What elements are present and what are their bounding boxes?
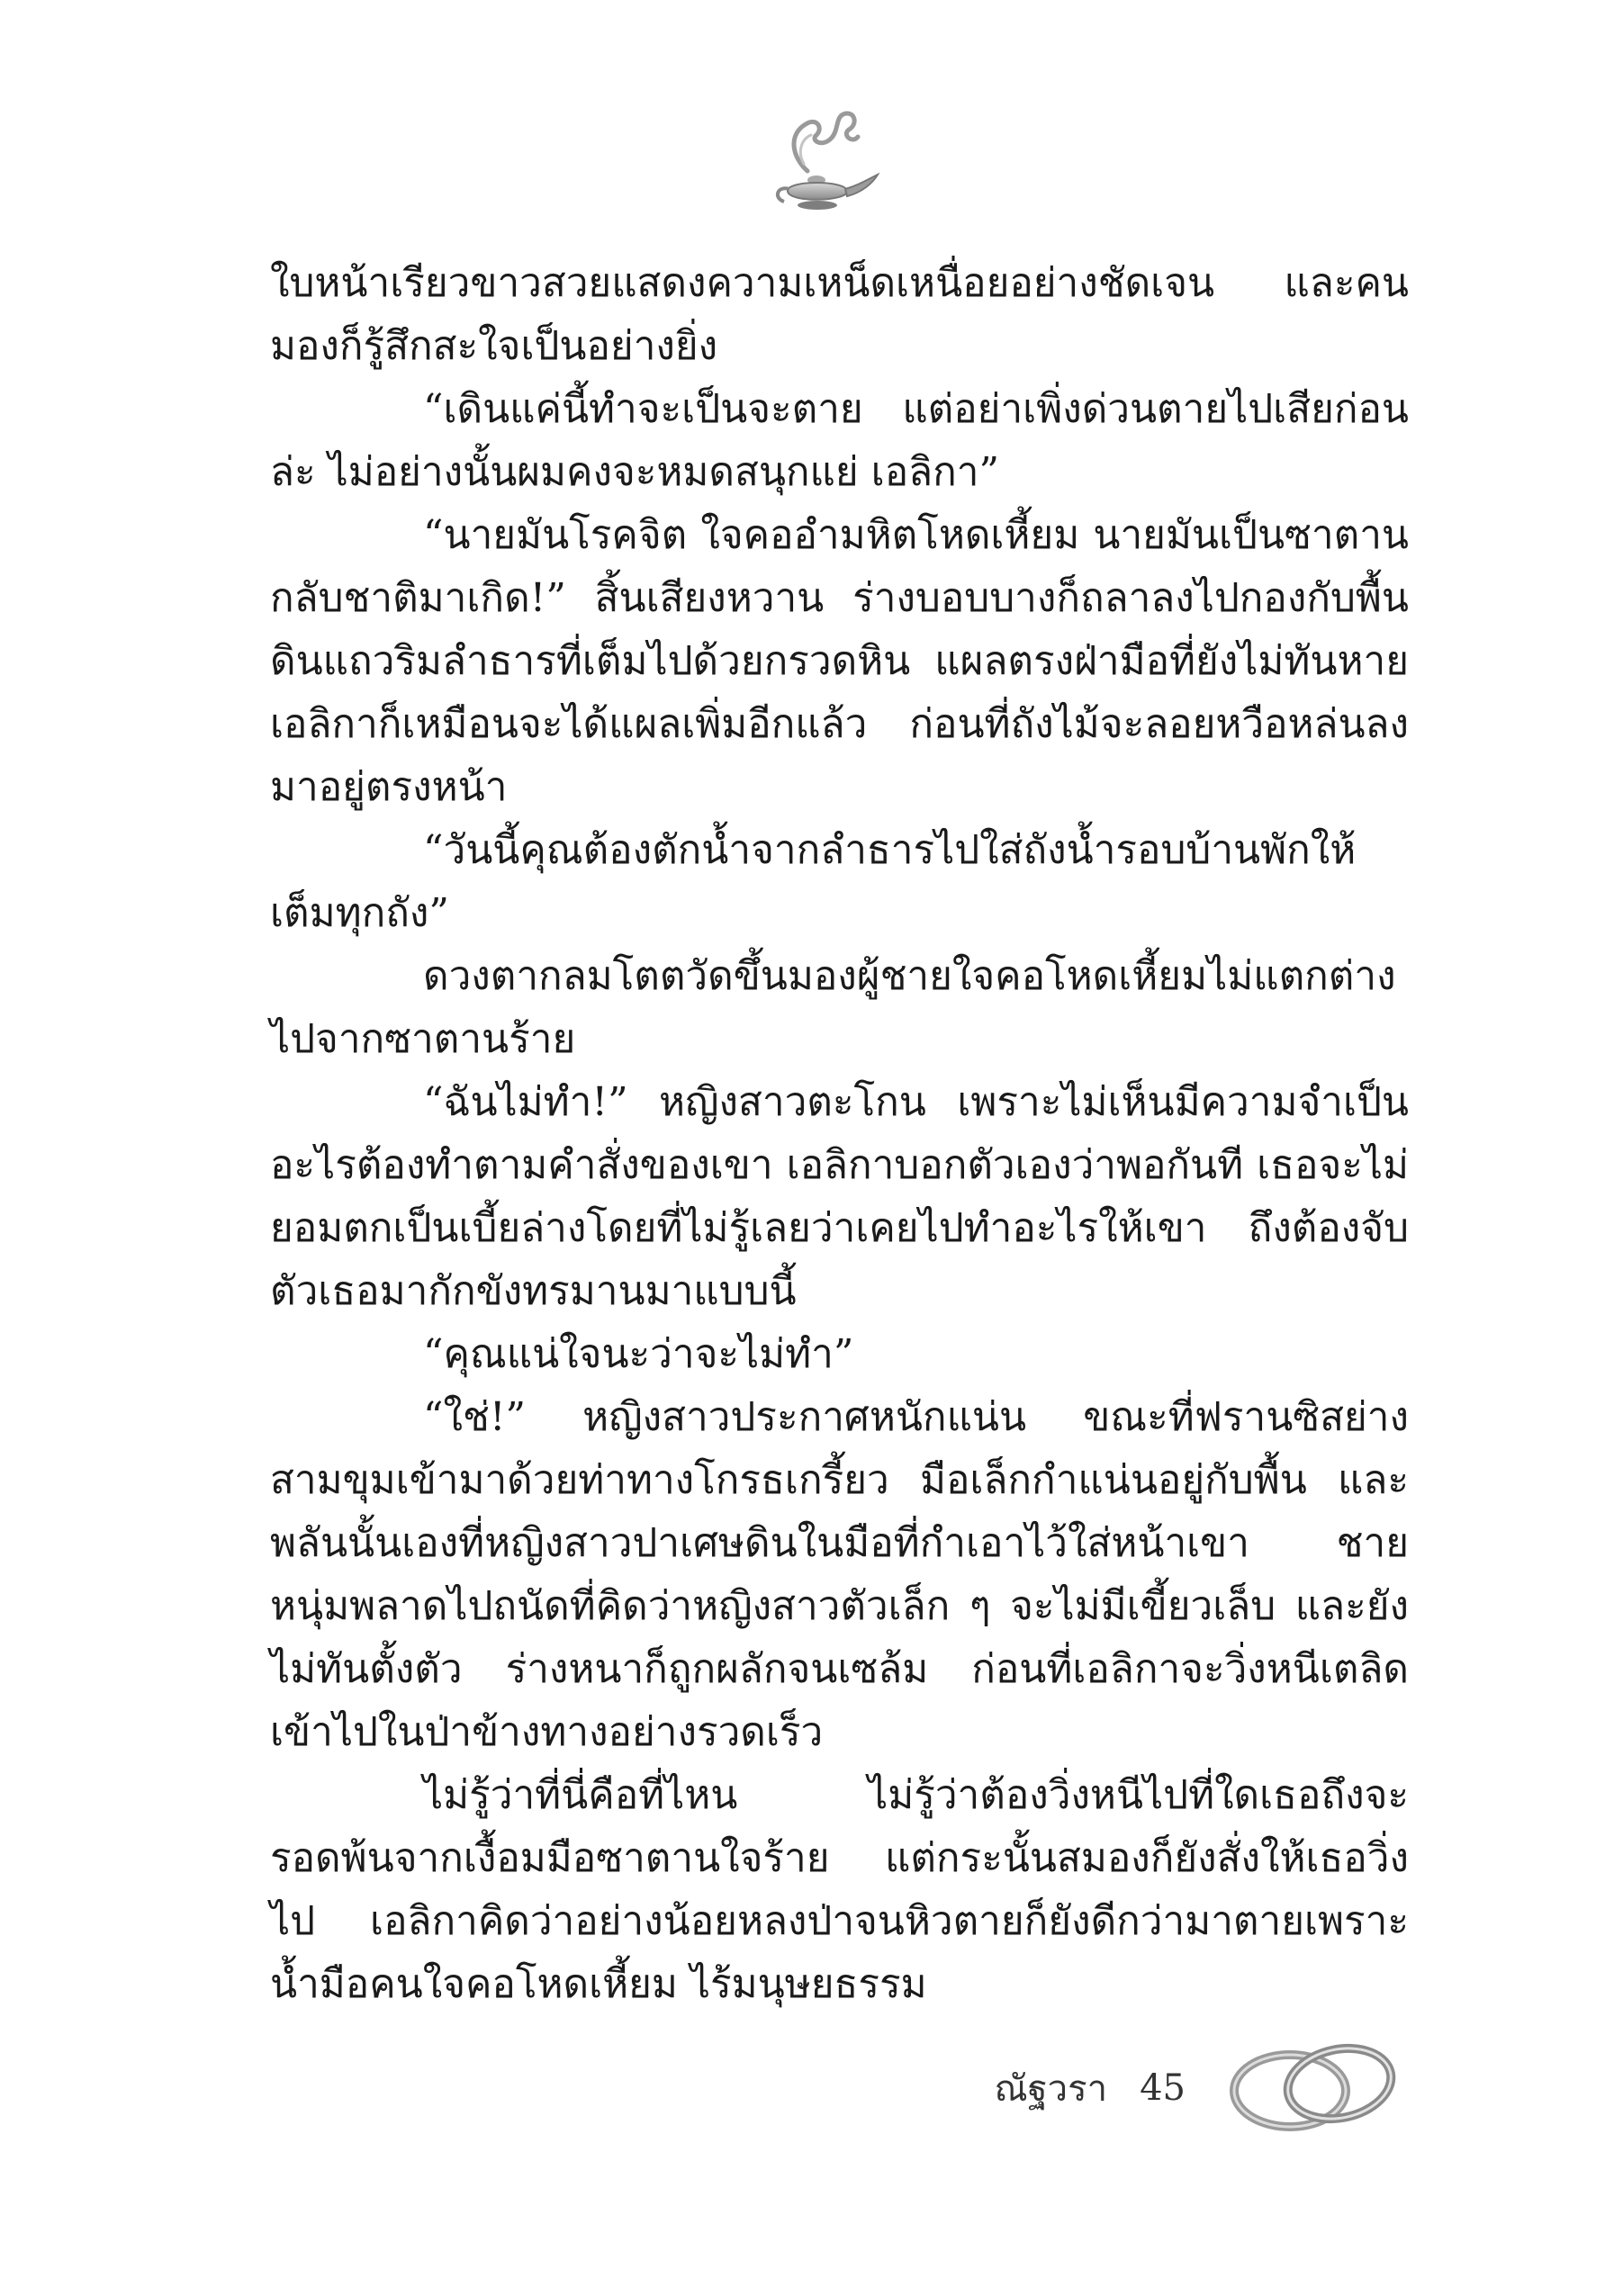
paragraph-4: “วันนี้คุณต้องตักน้ำจากลำธารไปใส่ถังน้ำรอบบ้านพักให้เต็มทุกถัง” (270, 827, 1357, 936)
page-number: 45 (1140, 2067, 1186, 2109)
paragraph-8: “ใช่!” หญิงสาวประกาศหนักแน่น ขณะที่ฟรานซิสย่างสามขุมเข้ามาด้วยท่าทางโกรธเกรี้ยว มือเล็กกำแน่นอยู่กับพื้น และพลันนั้นเองที่หญิงสาวปาเศษดินในมือที่กำเอาไว้ใส่หน้าเขา ชายหนุ่มพลาดไปถนัดที่คิดว่าหญิงสาวตัวเล็ก ๆ จะไม่มีเขี้ยวเล็บ และยังไม่ทันตั้งตัว ร่างหนาก็ถูกผลักจนเซล้ม ก่อนที่เอลิกาจะวิ่งหนีเตลิดเข้าไปในป่าข้างทางอย่างรวดเร็ว (270, 1394, 1409, 1755)
paragraph-3: “นายมันโรคจิต ใจคออำมหิตโหดเหี้ยม นายมันเป็นซาตานกลับชาติมาเกิด!” สิ้นเสียงหวาน ร่างบอบบางก็ถลาลงไปกองกับพื้นดินแถวริมลำธารที่เต็มไปด้วยกรวดหิน แผลตรงฝ่ามือที่ยังไม่ทันหาย เอลิกาก็เหมือนจะได้แผลเพิ่มอีกแล้ว ก่อนที่ถังไม้จะลอยหวือหล่นลงมาอยู่ตรงหน้า (270, 512, 1409, 810)
paragraph-1: ใบหน้าเรียวขาวสวยแสดงความเหน็ดเหนื่อยอย่างชัดเจน และคนมองก็รู้สึกสะใจเป็นอย่างยิ่ง (270, 260, 1409, 369)
paragraph-7: “คุณแน่ใจนะว่าจะไม่ทำ” (423, 1331, 854, 1377)
footer-author: ณัฐวรา (994, 2068, 1108, 2110)
paragraph-6: “ฉันไม่ทำ!” หญิงสาวตะโกน เพราะไม่เห็นมีความจำเป็นอะไรต้องทำตามคำสั่งของเขา เอลิกาบอกตัวเองว่าพอกันที เธอจะไม่ยอมตกเป็นเบี้ยล่างโดยที่ไม่รู้เลยว่าเคยไปทำอะไรให้เขา ถึงต้องจับตัวเธอมากักขังทรมานมาแบบนี้ (270, 1079, 1409, 1314)
paragraph-2: “เดินแค่นี้ทำจะเป็นจะตาย แต่อย่าเพิ่งด่วนตายไปเสียก่อนล่ะ ไม่อย่างนั้นผมคงจะหมดสนุกแย่ เอลิกา” (270, 386, 1409, 495)
genie-lamp-icon (752, 108, 887, 225)
paragraph-5: ดวงตากลมโตตวัดขึ้นมองผู้ชายใจคอโหดเหี้ยมไม่แตกต่างไปจากซาตานร้าย (270, 953, 1396, 1062)
page-footer (995, 2039, 1408, 2138)
paragraph-9: ไม่รู้ว่าที่นี่คือที่ไหน ไม่รู้ว่าต้องวิ่งหนีไปที่ใดเธอถึงจะรอดพ้นจากเงื้อมมือซาตานใจร้าย แต่กระนั้นสมองก็ยังสั่งให้เธอวิ่งไป เอลิกาคิดว่าอย่างน้อยหลงป่าจนหิวตายก็ยังดีกว่ามาตายเพราะน้ำมือคนใจคอโหดเหี้ยม ไร้มนุษยธรรม (270, 1772, 1409, 2007)
body-text (270, 252, 1409, 2016)
wedding-rings-icon (1218, 2039, 1407, 2138)
